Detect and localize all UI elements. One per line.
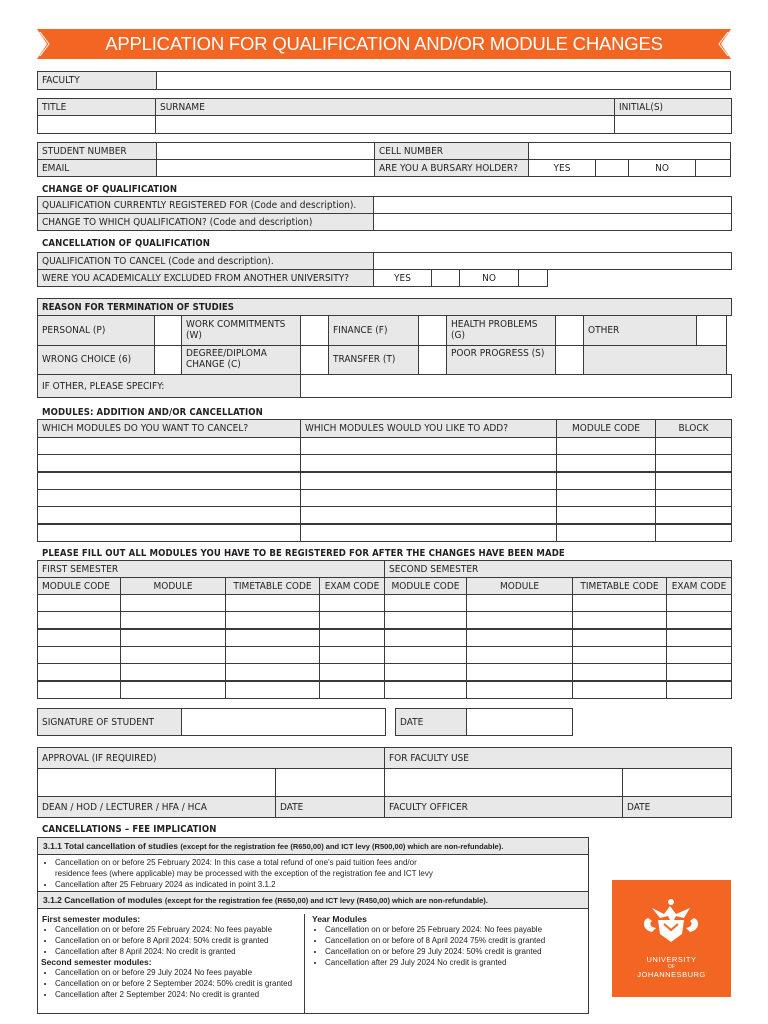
dean-date-label: DATE: [275, 796, 385, 818]
year-modules-item: • Cancellation on or before of 8 April 2024 75% credit is granted: [325, 935, 588, 946]
initials-field[interactable]: [614, 115, 732, 134]
registered-module-cell[interactable]: [572, 629, 667, 647]
registered-module-cell[interactable]: [37, 594, 121, 612]
modules-header-row: [37, 420, 732, 438]
bursary-no-label: NO: [628, 159, 696, 177]
module-change-cell[interactable]: [655, 489, 732, 507]
registered-module-row: [37, 612, 732, 629]
first-module-header: MODULE: [120, 577, 226, 595]
second-module-header: MODULE: [466, 577, 573, 595]
module-change-cell[interactable]: [655, 472, 732, 490]
reason-work-label: WORK COMMITMENTS (W): [181, 315, 301, 346]
registered-module-cell[interactable]: [384, 681, 467, 699]
registered-module-cell[interactable]: [225, 611, 320, 629]
registered-module-cell[interactable]: [37, 611, 121, 629]
registered-module-cell[interactable]: [225, 646, 320, 664]
fees-311-item: • Cancellation after 25 February 2024 as indicated in point 3.1.2: [55, 879, 588, 890]
first-exam-code-header: EXAM CODE: [319, 577, 385, 595]
faculty-field[interactable]: [156, 71, 731, 90]
signature-label: SIGNATURE OF STUDENT: [37, 708, 182, 736]
registered-module-cell[interactable]: [319, 663, 385, 681]
module-change-cell[interactable]: [37, 524, 301, 542]
registered-module-cell[interactable]: [37, 663, 121, 681]
logo-line-1: UNIVERSITY: [646, 955, 697, 964]
registered-module-cell[interactable]: [666, 611, 732, 629]
registered-module-row: [37, 630, 732, 647]
registered-module-cell[interactable]: [37, 681, 121, 699]
module-change-cell[interactable]: [37, 506, 301, 524]
approval-label: APPROVAL (IF REQUIRED): [37, 747, 385, 769]
bursary-yes-checkbox[interactable]: [595, 159, 629, 177]
qualification-to-cancel-label: QUALIFICATION TO CANCEL (Code and description).: [37, 252, 374, 270]
reason-specify-row: [37, 375, 732, 398]
qualification-to-cancel-row: [37, 253, 732, 270]
registered-module-cell[interactable]: [384, 663, 467, 681]
registered-module-cell[interactable]: [120, 629, 226, 647]
change-qualification-heading: CHANGE OF QUALIFICATION: [42, 184, 178, 195]
page-title: APPLICATION FOR QUALIFICATION AND/OR MODULE CHANGES: [105, 33, 663, 54]
module-change-cell[interactable]: [37, 437, 301, 455]
fees-312-title: 3.1.2 Cancellation of modules: [43, 895, 163, 905]
excluded-yes-label: YES: [373, 269, 432, 287]
module-change-cell[interactable]: [300, 437, 557, 455]
student-number-label: STUDENT NUMBER: [37, 142, 157, 160]
registered-module-row: [37, 595, 732, 612]
registered-module-cell[interactable]: [384, 594, 467, 612]
first-semester-item: • Cancellation on or before 25 February 2024: No fees payable: [55, 924, 304, 935]
module-change-row: [37, 438, 732, 455]
module-change-cell[interactable]: [556, 489, 656, 507]
registered-module-cell[interactable]: [319, 629, 385, 647]
module-change-cell[interactable]: [556, 472, 656, 490]
registered-module-cell[interactable]: [466, 663, 573, 681]
change-to-qualification-row: [37, 214, 732, 231]
registered-module-cell[interactable]: [384, 629, 467, 647]
faculty-officer-field[interactable]: [384, 768, 623, 797]
registered-module-cell[interactable]: [572, 663, 667, 681]
approval-field-row: [37, 769, 732, 797]
module-change-cell[interactable]: [300, 454, 557, 472]
modules-cancel-header: WHICH MODULES DO YOU WANT TO CANCEL?: [37, 419, 301, 438]
excluded-yes-checkbox[interactable]: [431, 269, 460, 287]
module-change-cell[interactable]: [300, 524, 557, 542]
reason-transfer-label: TRANSFER (T): [328, 345, 419, 375]
modules-code-header: MODULE CODE: [556, 419, 656, 438]
registered-module-cell[interactable]: [666, 681, 732, 699]
faculty-row: [37, 72, 731, 90]
signature-date-label: DATE: [395, 708, 467, 736]
year-modules-title: Year Modules: [312, 914, 367, 924]
second-semester-item: • Cancellation on or before 29 July 2024 No fees payable: [55, 967, 304, 978]
registered-module-cell[interactable]: [120, 646, 226, 664]
fees-year-column: [308, 914, 588, 1013]
fees-311-note: (except for the registration fee (R650,00) and ICT levy (R500,00) which are non-refundable).: [180, 842, 504, 851]
faculty-officer-label: FACULTY OFFICER: [384, 796, 623, 818]
reason-empty-cell: [583, 345, 727, 375]
reason-specify-label: IF OTHER, PLEASE SPECIFY:: [37, 374, 301, 398]
module-change-cell[interactable]: [300, 489, 557, 507]
second-semester-item: • Cancellation after 2 September 2024: No credit is granted: [55, 989, 304, 1000]
registered-module-cell[interactable]: [466, 646, 573, 664]
module-change-cell[interactable]: [655, 524, 732, 542]
fees-311-header: [38, 838, 588, 855]
second-semester-title: Second semester modules:: [41, 957, 152, 967]
second-module-code-header: MODULE CODE: [384, 577, 467, 595]
module-change-cell[interactable]: [655, 437, 732, 455]
first-semester-item: • Cancellation after 8 April 2024: No credit is granted: [55, 946, 304, 957]
second-exam-code-header: EXAM CODE: [666, 577, 732, 595]
registered-module-row: [37, 664, 732, 681]
registered-module-cell[interactable]: [225, 594, 320, 612]
registered-module-cell[interactable]: [572, 681, 667, 699]
fees-semester-column: [38, 914, 305, 1013]
title-banner: [37, 29, 731, 59]
fees-box: [37, 837, 589, 1014]
logo-line-3: JOHANNESBURG: [637, 970, 706, 979]
fees-311-item: residence fees (where applicable) may be processed with the exception of the registration fee and ICT levy: [55, 869, 433, 878]
logo-emblem-icon: [612, 880, 731, 955]
module-change-row: [37, 507, 732, 524]
registered-module-cell[interactable]: [120, 663, 226, 681]
registered-module-cell[interactable]: [666, 646, 732, 664]
registered-module-cell[interactable]: [319, 611, 385, 629]
current-qualification-field[interactable]: [373, 196, 732, 214]
registered-module-cell[interactable]: [120, 594, 226, 612]
registered-module-cell[interactable]: [466, 594, 573, 612]
reason-wrong-choice-label: WRONG CHOICE (6): [37, 345, 155, 375]
signature-row: [37, 709, 386, 736]
reason-heading: REASON FOR TERMINATION OF STUDIES: [37, 298, 732, 316]
registered-module-cell[interactable]: [466, 611, 573, 629]
name-field-row: [37, 116, 732, 134]
reason-degree-checkbox[interactable]: [300, 345, 329, 375]
title-label: TITLE: [37, 98, 156, 116]
initials-label: INITIAL(S): [614, 98, 732, 116]
module-change-cell[interactable]: [556, 506, 656, 524]
logo-line-2: OF: [668, 964, 675, 970]
cancellation-qualification-heading: CANCELLATION OF QUALIFICATION: [42, 238, 211, 249]
module-change-cell[interactable]: [556, 437, 656, 455]
registered-columns-row: [37, 578, 732, 595]
registered-module-cell[interactable]: [572, 594, 667, 612]
registered-module-cell[interactable]: [37, 629, 121, 647]
reason-personal-label: PERSONAL (P): [37, 315, 155, 346]
first-semester-header: FIRST SEMESTER: [37, 560, 385, 578]
excluded-no-checkbox[interactable]: [518, 269, 548, 287]
registered-module-cell[interactable]: [319, 646, 385, 664]
reason-other-checkbox[interactable]: [696, 315, 727, 346]
year-modules-item: • Cancellation after 29 July 2024 No credit is granted: [325, 957, 588, 968]
bursary-label: ARE YOU A BURSARY HOLDER?: [374, 159, 529, 177]
excluded-row: [37, 270, 548, 287]
module-change-row: [37, 525, 732, 542]
dean-label: DEAN / HOD / LECTURER / HFA / HCA: [37, 796, 276, 818]
fees-311-item: • Cancellation on or before 25 February 2024: In this case a total refund of one's paid tuition fees and/or: [55, 857, 588, 868]
reason-specify-field[interactable]: [300, 374, 732, 398]
reason-poor-progress-checkbox[interactable]: [555, 345, 584, 375]
year-modules-item: • Cancellation on or before 25 February 2024: No fees payable: [325, 924, 588, 935]
registered-heading: PLEASE FILL OUT ALL MODULES YOU HAVE TO BE REGISTERED FOR AFTER THE CHANGES HAVE BEEN MADE: [42, 548, 565, 559]
registered-module-cell[interactable]: [225, 663, 320, 681]
signature-field[interactable]: [181, 708, 386, 736]
reason-transfer-checkbox[interactable]: [418, 345, 447, 375]
module-change-cell[interactable]: [37, 472, 301, 490]
change-to-qualification-field[interactable]: [373, 213, 732, 231]
registered-module-cell[interactable]: [572, 611, 667, 629]
registered-module-cell[interactable]: [466, 629, 573, 647]
faculty-label: FACULTY: [37, 71, 157, 90]
module-change-row: [37, 490, 732, 507]
approval-footer-row: [37, 797, 732, 818]
reason-other-label: OTHER: [583, 315, 697, 346]
reason-wrong-choice-checkbox[interactable]: [154, 345, 182, 375]
first-module-code-header: MODULE CODE: [37, 577, 121, 595]
fees-heading: CANCELLATIONS – FEE IMPLICATION: [42, 824, 217, 835]
reason-finance-label: FINANCE (F): [328, 315, 419, 346]
surname-field[interactable]: [155, 115, 615, 134]
fees-311-title: 3.1.1 Total cancellation of studies: [43, 841, 178, 851]
excluded-label: WERE YOU ACADEMICALLY EXCLUDED FROM ANOTHER UNIVERSITY?: [37, 269, 374, 287]
semester-header-row: [37, 561, 732, 578]
module-change-cell[interactable]: [556, 524, 656, 542]
registered-module-cell[interactable]: [120, 611, 226, 629]
registered-module-cell[interactable]: [666, 629, 732, 647]
second-semester-item: • Cancellation on or before 2 September 2024: 50% credit is granted: [55, 978, 304, 989]
bursary-no-checkbox[interactable]: [695, 159, 731, 177]
module-change-cell[interactable]: [556, 454, 656, 472]
faculty-officer-date-label: DATE: [622, 796, 732, 818]
module-change-cell[interactable]: [300, 472, 557, 490]
registered-module-cell[interactable]: [466, 681, 573, 699]
modules-block-header: BLOCK: [655, 419, 732, 438]
module-change-cell[interactable]: [300, 506, 557, 524]
reason-heading-row: [37, 299, 732, 316]
first-timetable-code-header: TIMETABLE CODE: [225, 577, 320, 595]
reason-row-1: [37, 316, 727, 346]
fees-312-header: [38, 891, 588, 909]
registered-module-cell[interactable]: [37, 646, 121, 664]
module-change-row: [37, 455, 732, 472]
module-change-cell[interactable]: [37, 489, 301, 507]
cell-number-label: CELL NUMBER: [374, 142, 529, 160]
change-to-qualification-label: CHANGE TO WHICH QUALIFICATION? (Code and description): [37, 213, 374, 231]
registered-module-cell[interactable]: [666, 594, 732, 612]
excluded-no-label: NO: [459, 269, 519, 287]
reason-personal-checkbox[interactable]: [154, 315, 182, 346]
fees-311-list: [38, 855, 588, 891]
university-logo: [612, 880, 731, 997]
registered-module-cell[interactable]: [384, 611, 467, 629]
email-label: EMAIL: [37, 159, 157, 177]
contact-row-2: [37, 160, 731, 177]
year-modules-item: • Cancellation on or before 29 July 2024: 50% credit is granted: [325, 946, 588, 957]
signature-date-field[interactable]: [466, 708, 573, 736]
modules-heading: MODULES: ADDITION AND/OR CANCELLATION: [42, 407, 263, 418]
registered-module-cell[interactable]: [225, 681, 320, 699]
faculty-officer-date-field[interactable]: [622, 768, 732, 797]
module-change-cell[interactable]: [655, 506, 732, 524]
surname-label: SURNAME: [155, 98, 615, 116]
student-number-field[interactable]: [156, 142, 375, 160]
name-header-row: [37, 99, 732, 116]
registered-module-cell[interactable]: [666, 663, 732, 681]
module-change-cell[interactable]: [37, 454, 301, 472]
signature-date-row: [395, 709, 573, 736]
qualification-to-cancel-field[interactable]: [373, 252, 732, 270]
reason-degree-label: DEGREE/DIPLOMA CHANGE (C): [181, 345, 301, 375]
approval-date-field[interactable]: [275, 768, 385, 797]
registered-module-row: [37, 682, 732, 699]
reason-row-2: [37, 346, 727, 375]
registered-module-row: [37, 647, 732, 664]
reason-health-label: HEALTH PROBLEMS (G): [446, 315, 556, 346]
fees-312-note: (except for the registration fee (R650,00) and ICT levy (R450,00) which are non-refundable).: [164, 896, 488, 905]
first-semester-item: • Cancellation on or before 8 April 2024: 50% credit is granted: [55, 935, 304, 946]
registered-module-cell[interactable]: [572, 646, 667, 664]
current-qualification-row: [37, 197, 732, 214]
email-field[interactable]: [156, 159, 375, 177]
second-timetable-code-header: TIMETABLE CODE: [572, 577, 667, 595]
current-qualification-label: QUALIFICATION CURRENTLY REGISTERED FOR (Code and description).: [37, 196, 374, 214]
reason-work-checkbox[interactable]: [300, 315, 329, 346]
bursary-yes-label: YES: [528, 159, 596, 177]
cell-number-field[interactable]: [528, 142, 731, 160]
registered-module-cell[interactable]: [120, 681, 226, 699]
registered-module-cell[interactable]: [225, 629, 320, 647]
approval-signature-field[interactable]: [37, 768, 276, 797]
modules-add-header: WHICH MODULES WOULD YOU LIKE TO ADD?: [300, 419, 557, 438]
title-field[interactable]: [37, 115, 156, 134]
first-semester-title: First semester modules:: [42, 914, 141, 924]
module-change-cell[interactable]: [655, 454, 732, 472]
second-semester-header: SECOND SEMESTER: [384, 560, 732, 578]
reason-poor-progress-label: POOR PROGRESS (S): [446, 345, 556, 375]
faculty-use-label: FOR FACULTY USE: [384, 747, 732, 769]
registered-module-cell[interactable]: [319, 594, 385, 612]
contact-row-1: [37, 143, 731, 160]
registered-module-cell[interactable]: [384, 646, 467, 664]
module-change-row: [37, 473, 732, 490]
approval-header-row: [37, 748, 732, 769]
registered-module-cell[interactable]: [319, 681, 385, 699]
reason-finance-checkbox[interactable]: [418, 315, 447, 346]
reason-health-checkbox[interactable]: [555, 315, 584, 346]
